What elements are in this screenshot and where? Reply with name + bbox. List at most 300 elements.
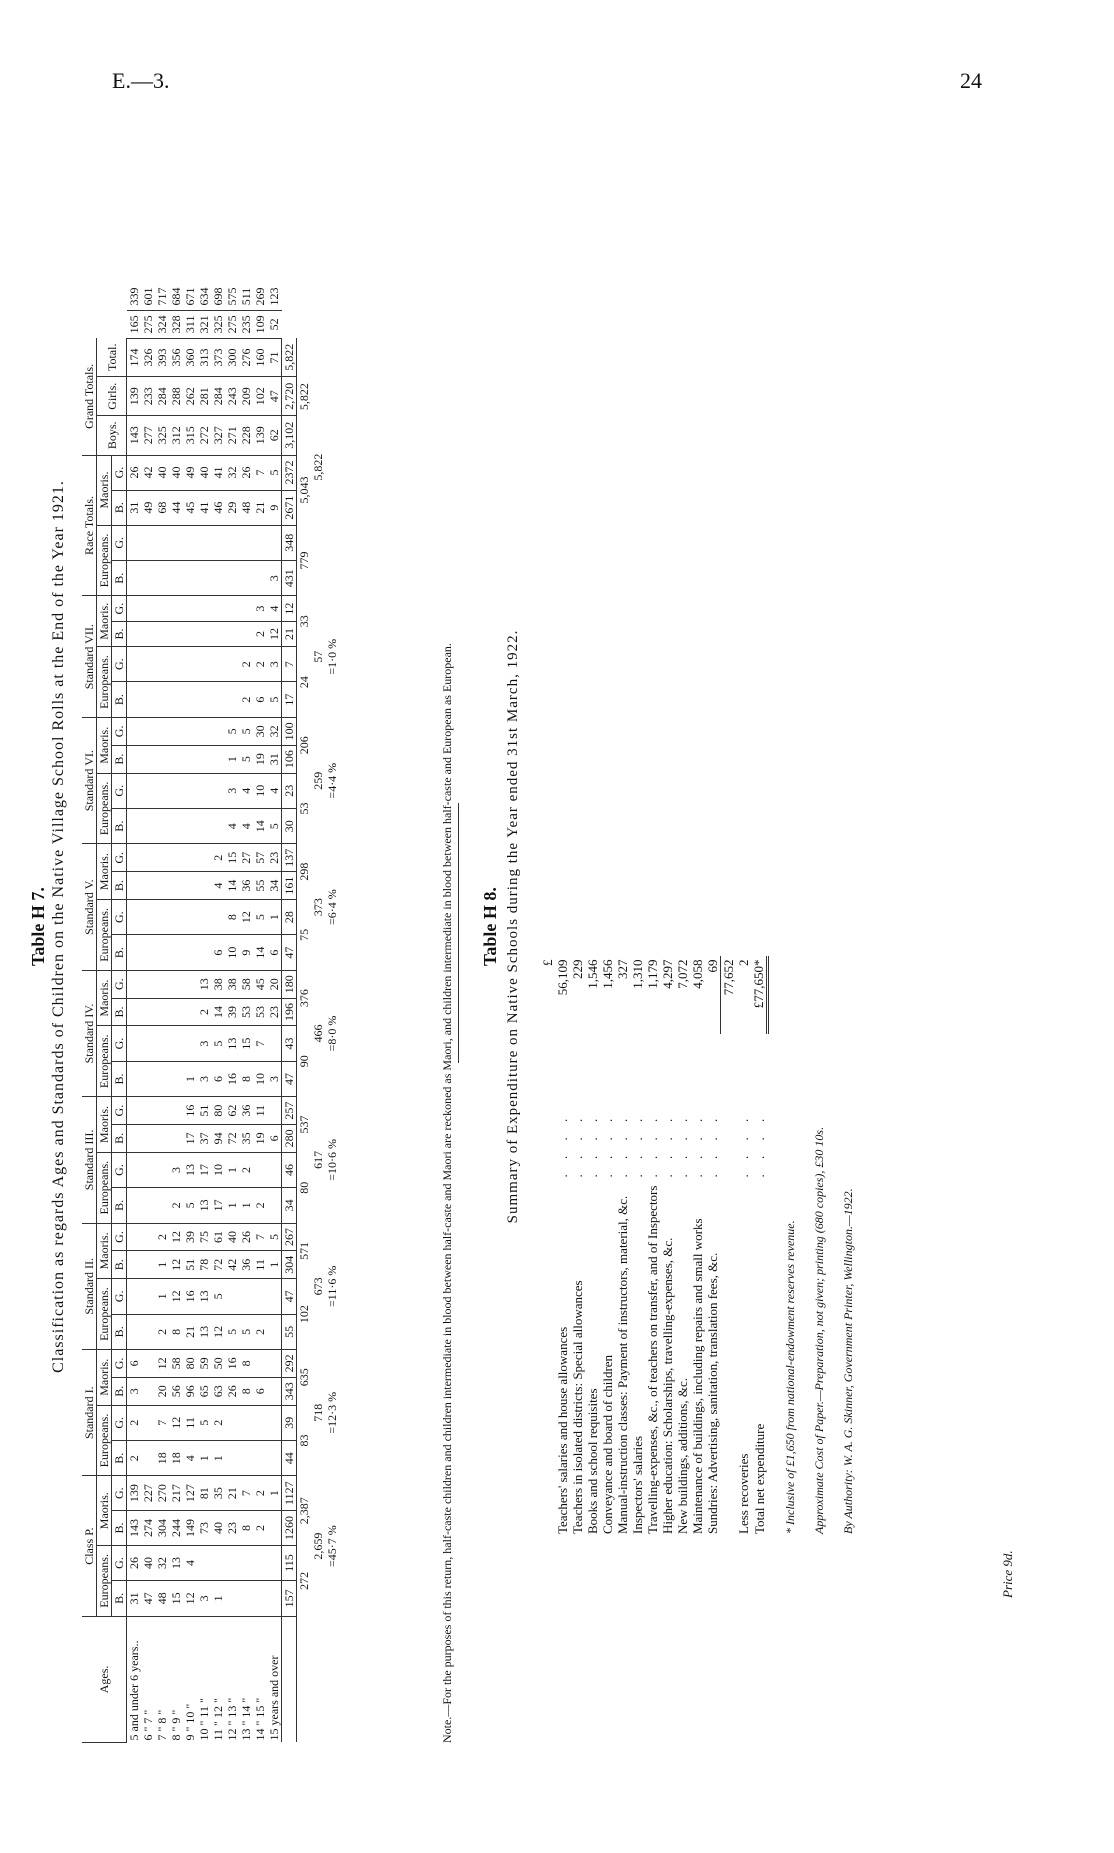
subtotal-row-cell: 2,387 — [297, 1497, 311, 1525]
value-cell: 139 — [127, 1476, 142, 1511]
value-cell: 62 — [225, 1097, 239, 1125]
value-cell: 270 — [155, 1476, 169, 1511]
expenditure-value: 69 — [705, 959, 720, 973]
value-cell — [183, 717, 197, 745]
value-cell — [225, 1279, 239, 1314]
value-cell: 68 — [155, 490, 169, 525]
value-cell: 271 — [225, 416, 239, 455]
total-cell: 431 — [282, 561, 297, 596]
value-cell: 39 — [225, 998, 239, 1026]
value-cell: 4 — [239, 773, 253, 808]
value-cell: 7 — [253, 455, 267, 490]
value-cell: 37 — [197, 1124, 211, 1152]
sex-header: G. — [112, 1405, 127, 1440]
value-cell: 5 — [253, 899, 267, 934]
value-cell: 2 — [253, 1314, 267, 1349]
percent-row-cell: =11·6 % — [325, 1265, 339, 1307]
value-cell: 14 — [211, 998, 225, 1026]
value-cell: 81 — [197, 1476, 211, 1511]
value-cell: 8 — [239, 1350, 253, 1378]
table-h7-subtitle: Classification as regards Ages and Standards of Children on the Native Village School Rolls at the End of the Year 1921. — [50, 480, 67, 1373]
expenditure-value: 4,297 — [660, 959, 675, 989]
total-cell: 34 — [282, 1188, 297, 1223]
value-cell — [141, 935, 155, 970]
value-cell — [155, 1026, 169, 1061]
leader-dots: . . . . — [736, 1112, 751, 1178]
value-cell: 80 — [211, 1097, 225, 1125]
value-cell — [155, 970, 169, 998]
value-cell: 6 — [211, 1061, 225, 1096]
value-cell: 61 — [211, 1223, 225, 1251]
sex-header: G. — [112, 1026, 127, 1061]
value-cell: 5 — [225, 1314, 239, 1349]
value-cell — [253, 1152, 267, 1187]
value-cell — [225, 621, 239, 646]
value-cell: 233 — [141, 377, 155, 416]
value-cell — [183, 745, 197, 773]
value-cell — [169, 717, 183, 745]
value-cell — [127, 844, 142, 872]
value-cell: 275 — [141, 310, 155, 338]
race-header: Maoris. — [97, 455, 112, 525]
subtotal-row-cell: 635 — [297, 1368, 311, 1387]
leader-dots: . . . . — [555, 1112, 570, 1178]
value-cell: 2 — [127, 1441, 142, 1476]
expenditure-value: 1,456 — [600, 959, 615, 989]
value-cell: 52 — [267, 310, 282, 338]
race-header: Europeans. — [97, 1026, 112, 1097]
value-cell: 300 — [225, 338, 239, 377]
value-cell: 227 — [141, 1476, 155, 1511]
subtotal-row-cell: 376 — [297, 989, 311, 1008]
value-cell: 1 — [197, 1441, 211, 1476]
value-cell: 36 — [239, 1097, 253, 1125]
expenditure-row — [630, 956, 645, 1538]
race-header: Maoris. — [97, 717, 112, 773]
race-header: Europeans. — [97, 1545, 112, 1616]
value-cell: 50 — [211, 1350, 225, 1378]
value-cell: 96 — [183, 1377, 197, 1405]
expenditure-value: 1,310 — [630, 959, 645, 989]
value-cell: 15 — [169, 1581, 183, 1617]
expenditure-table — [540, 956, 856, 1538]
value-cell — [267, 1314, 282, 1349]
value-cell: 6 — [253, 1377, 267, 1405]
value-cell: 284 — [155, 377, 169, 416]
race-header: Maoris. — [97, 1097, 112, 1153]
combined-row-cell: 617 — [311, 1150, 325, 1169]
value-cell: 2 — [253, 1188, 267, 1223]
value-cell — [155, 872, 169, 900]
expenditure-label: Teachers in isolated districts: Special allowances — [570, 1280, 585, 1534]
value-cell: 15 — [225, 844, 239, 872]
value-cell: 48 — [155, 1581, 169, 1617]
value-cell — [183, 561, 197, 596]
value-cell — [127, 1223, 142, 1251]
leader-dots: . . . . — [600, 1112, 615, 1178]
total-cell: 115 — [282, 1545, 297, 1580]
value-cell: 20 — [267, 970, 282, 998]
value-cell — [141, 1026, 155, 1061]
value-cell: 10 — [253, 1061, 267, 1096]
value-cell: 3 — [197, 1026, 211, 1061]
expenditure-label: Books and school requisites — [585, 1388, 600, 1534]
grand-header: Girls. — [97, 377, 127, 416]
expenditure-row — [675, 956, 690, 1538]
value-cell: 276 — [239, 338, 253, 377]
value-cell — [155, 1061, 169, 1096]
value-cell: 42 — [225, 1251, 239, 1279]
expenditure-row — [600, 956, 615, 1538]
total-cell: 39 — [282, 1405, 297, 1440]
race-header: Europeans. — [97, 1405, 112, 1476]
value-cell — [239, 525, 253, 560]
value-cell: 38 — [211, 970, 225, 998]
subtotal-row-cell: 53 — [297, 802, 311, 815]
value-cell: 14 — [253, 935, 267, 970]
value-cell: 32 — [155, 1545, 169, 1580]
document-code: E.—3. — [112, 68, 170, 93]
expenditure-label: Teachers' salaries and house allowances — [555, 1326, 570, 1534]
value-cell: 71 — [267, 338, 282, 377]
value-cell: 6 — [267, 1124, 282, 1152]
printing-cost-row — [798, 956, 827, 1538]
value-cell: 56 — [169, 1377, 183, 1405]
value-cell — [197, 596, 211, 621]
subtotal-row-cell: 5,043 — [297, 476, 311, 504]
subtotal-row-cell: 272 — [297, 1571, 311, 1590]
table-h8-subtitle: Summary of Expenditure on Native Schools during the Year ended 31st March, 1922. — [505, 629, 521, 1224]
value-cell: 34 — [267, 872, 282, 900]
value-cell: 26 — [127, 1545, 142, 1580]
value-cell — [141, 1314, 155, 1349]
value-cell: 2 — [211, 844, 225, 872]
combined-row-cell: 2,659 — [311, 1532, 325, 1560]
value-cell: 321 — [197, 310, 211, 338]
value-cell: 109 — [253, 310, 267, 338]
price: Price 9d. — [1000, 1550, 1015, 1598]
value-cell — [197, 647, 211, 682]
leader-dots: . . . . — [570, 1112, 585, 1178]
subtotal-row-cell: 90 — [297, 1055, 311, 1068]
value-cell: 1 — [239, 1188, 253, 1223]
value-cell: 49 — [183, 455, 197, 490]
leader-dots: . . . . — [630, 1112, 645, 1178]
value-cell: 511 — [239, 283, 253, 310]
sex-header: B. — [112, 935, 127, 970]
sex-header: B. — [112, 808, 127, 843]
age-cell: 15 years and over — [267, 1655, 281, 1741]
table-h7 — [82, 283, 339, 1743]
ages-header: Ages. — [82, 1616, 127, 1742]
value-cell: 3 — [225, 773, 239, 808]
value-cell: 2 — [155, 1223, 169, 1251]
value-cell: 373 — [211, 338, 225, 377]
value-cell: 139 — [127, 377, 142, 416]
value-cell — [267, 525, 282, 560]
value-cell: 20 — [155, 1377, 169, 1405]
value-cell — [183, 899, 197, 934]
value-cell — [155, 998, 169, 1026]
total-cell: 23 — [282, 773, 297, 808]
subtotal-row — [297, 283, 312, 1743]
sex-header: B. — [112, 1441, 127, 1476]
combined-row-cell: 57 — [311, 650, 325, 663]
value-cell: 2 — [127, 1405, 142, 1440]
table-row — [253, 283, 267, 1743]
value-cell: 12 — [169, 1279, 183, 1314]
value-cell — [267, 1441, 282, 1476]
group-header: Standard II. — [82, 1223, 97, 1349]
value-cell — [141, 1441, 155, 1476]
value-cell — [141, 1061, 155, 1096]
value-cell — [267, 1510, 282, 1545]
printing-cost: Approximate Cost of Paper.—Preparation, not given; printing (680 copies), £30 10s. — [812, 1126, 826, 1534]
value-cell: 165 — [127, 310, 142, 338]
value-cell: 339 — [127, 283, 142, 310]
value-cell: 304 — [155, 1510, 169, 1545]
value-cell — [211, 899, 225, 934]
total-cell: 1260 — [282, 1510, 297, 1545]
value-cell: 2 — [253, 1510, 267, 1545]
value-cell — [183, 844, 197, 872]
value-cell: 274 — [141, 1510, 155, 1545]
leader-dots: . . . . — [675, 1112, 690, 1178]
value-cell: 4 — [211, 872, 225, 900]
sex-header: G. — [112, 1097, 127, 1125]
age-cell: 5 and under 6 years.. — [127, 1640, 141, 1741]
value-cell: 5 — [183, 1188, 197, 1223]
sex-header: B. — [112, 872, 127, 900]
expenditure-value: 7,072 — [675, 959, 690, 989]
age-cell: 13 " 14 " — [239, 1697, 253, 1741]
value-cell — [169, 808, 183, 843]
value-cell: 123 — [267, 283, 282, 310]
value-cell — [141, 844, 155, 872]
group-header: Standard VI. — [82, 717, 97, 843]
expenditure-label: Travelling-expenses, &c., of teachers on transfer, and of Inspectors — [645, 1185, 660, 1534]
footnote: * Inclusive of £1,650 from national-endowment reserves revenue. — [783, 1220, 797, 1534]
value-cell — [197, 525, 211, 560]
subtotal-row — [721, 956, 737, 1538]
value-cell: 313 — [197, 338, 211, 377]
group-header: Standard I. — [82, 1350, 97, 1476]
value-cell: 51 — [183, 1251, 197, 1279]
value-cell — [169, 899, 183, 934]
value-cell: 12 — [169, 1251, 183, 1279]
total-cell: 292 — [282, 1350, 297, 1378]
value-cell: 217 — [169, 1476, 183, 1511]
value-cell: 326 — [141, 338, 155, 377]
sex-header: G. — [112, 596, 127, 621]
total-cell: 267 — [282, 1223, 297, 1251]
value-cell: 8 — [239, 1510, 253, 1545]
expenditure-value: 4,058 — [690, 959, 705, 989]
value-cell — [169, 935, 183, 970]
age-cell: 9 " 10 " — [183, 1703, 197, 1741]
value-cell — [127, 1097, 142, 1125]
value-cell — [127, 647, 142, 682]
value-cell: 269 — [253, 283, 267, 310]
value-cell — [141, 1188, 155, 1223]
value-cell — [183, 998, 197, 1026]
value-cell — [197, 561, 211, 596]
value-cell: 5 — [267, 808, 282, 843]
value-cell — [155, 935, 169, 970]
leader-dots: . . . . — [690, 1112, 705, 1178]
leader-dots — [721, 1034, 737, 1182]
value-cell: 2 — [253, 647, 267, 682]
value-cell — [169, 1097, 183, 1125]
value-cell: 62 — [267, 416, 282, 455]
combined-row-cell: 5,822 — [311, 453, 325, 481]
value-cell: 40 — [211, 1510, 225, 1545]
expenditure-label: Maintenance of buildings, including repairs and small works — [690, 1218, 705, 1534]
value-cell — [169, 647, 183, 682]
total-cell: 1127 — [282, 1476, 297, 1511]
value-cell: 2 — [239, 682, 253, 718]
value-cell: 235 — [239, 310, 253, 338]
combined-row-cell: 466 — [311, 1024, 325, 1043]
table-row — [155, 283, 169, 1743]
sex-header: G. — [112, 455, 127, 490]
value-cell: 1 — [267, 899, 282, 934]
table-h7-title: Table H 7. — [28, 887, 48, 966]
group-header: Standard III. — [82, 1097, 97, 1223]
value-cell: 5 — [267, 682, 282, 718]
value-cell: 601 — [141, 283, 155, 310]
subtotal-row-cell: 83 — [297, 1434, 311, 1447]
value-cell: 41 — [197, 490, 211, 525]
value-cell — [127, 717, 142, 745]
age-cell: 10 " 11 " — [197, 1698, 211, 1741]
value-cell: 12 — [211, 1314, 225, 1349]
age-cell: 11 " 12 " — [211, 1698, 225, 1741]
value-cell: 7 — [253, 1223, 267, 1251]
expenditure-label: Sundries: Advertising, sanitation, translation fees, &c. — [705, 1252, 721, 1534]
combined-row — [311, 283, 325, 1743]
value-cell: 634 — [197, 283, 211, 310]
value-cell: 4 — [183, 1441, 197, 1476]
value-cell: 31 — [267, 745, 282, 773]
value-cell: 45 — [253, 970, 267, 998]
value-cell — [155, 1124, 169, 1152]
value-cell — [225, 561, 239, 596]
value-cell — [197, 1545, 211, 1580]
value-cell: 13 — [225, 1026, 239, 1061]
value-cell: 356 — [169, 338, 183, 377]
value-cell: 262 — [183, 377, 197, 416]
value-cell: 5 — [239, 745, 253, 773]
value-cell: 35 — [211, 1476, 225, 1511]
value-cell: 45 — [183, 490, 197, 525]
value-cell: 174 — [127, 338, 142, 377]
value-cell: 18 — [169, 1441, 183, 1476]
race-header: Europeans. — [97, 525, 112, 596]
sex-header: G. — [112, 844, 127, 872]
value-cell: 7 — [239, 1476, 253, 1511]
expenditure-value: 1,546 — [585, 959, 600, 989]
value-cell — [169, 682, 183, 718]
table-row — [225, 283, 239, 1743]
percent-row-cell: =10·6 % — [325, 1139, 339, 1181]
value-cell: 8 — [239, 1377, 253, 1405]
value-cell — [225, 596, 239, 621]
value-cell: 17 — [197, 1152, 211, 1187]
value-cell — [197, 844, 211, 872]
authority-line: By Authority: W. A. G. Skinner, Government Printer, Wellington.—1922. — [841, 1188, 855, 1534]
sex-header: B. — [112, 621, 127, 646]
value-cell — [127, 1314, 142, 1349]
leader-dots: . . . . — [705, 1112, 721, 1178]
value-cell: 44 — [169, 490, 183, 525]
value-cell: 4 — [267, 596, 282, 621]
total-net-value: £77,650* — [751, 956, 768, 1034]
value-cell — [225, 1545, 239, 1580]
value-cell — [141, 1097, 155, 1125]
age-cell — [297, 1616, 312, 1742]
table-h8-title: Table H 8. — [480, 887, 500, 966]
age-cell: 14 " 15 " — [253, 1697, 267, 1741]
total-cell: 5,822 — [282, 338, 297, 377]
total-cell: 17 — [282, 682, 297, 718]
value-cell — [155, 717, 169, 745]
sex-header: G. — [112, 773, 127, 808]
total-cell: 180 — [282, 970, 297, 998]
value-cell: 272 — [197, 416, 211, 455]
sex-header: B. — [112, 1314, 127, 1349]
value-cell — [183, 808, 197, 843]
leader-dots: . . . . — [751, 1112, 767, 1178]
value-cell — [239, 561, 253, 596]
value-cell — [141, 773, 155, 808]
value-cell: 149 — [183, 1510, 197, 1545]
value-cell: 5 — [197, 1405, 211, 1440]
percent-row-cell: =45·7 % — [325, 1525, 339, 1567]
value-cell: 12 — [169, 1223, 183, 1251]
value-cell — [267, 1026, 282, 1061]
value-cell: 23 — [267, 844, 282, 872]
value-cell — [169, 621, 183, 646]
total-cell: 257 — [282, 1097, 297, 1125]
value-cell — [155, 1097, 169, 1125]
value-cell — [155, 525, 169, 560]
value-cell: 3 — [197, 1061, 211, 1096]
value-cell: 2 — [253, 621, 267, 646]
value-cell — [141, 1251, 155, 1279]
value-cell: 63 — [211, 1377, 225, 1405]
value-cell — [127, 745, 142, 773]
value-cell: 35 — [239, 1124, 253, 1152]
value-cell: 16 — [183, 1097, 197, 1125]
total-net-row — [751, 956, 768, 1538]
value-cell: 13 — [183, 1152, 197, 1187]
value-cell — [127, 899, 142, 934]
value-cell: 277 — [141, 416, 155, 455]
value-cell — [225, 1441, 239, 1476]
value-cell: 16 — [183, 1279, 197, 1314]
value-cell: 243 — [225, 377, 239, 416]
value-cell — [127, 808, 142, 843]
value-cell — [253, 1581, 267, 1617]
value-cell: 5 — [267, 455, 282, 490]
expenditure-label: Inspectors' salaries — [630, 1435, 645, 1534]
value-cell — [169, 1124, 183, 1152]
value-cell: 3 — [253, 596, 267, 621]
total-cell: 47 — [282, 1279, 297, 1314]
total-cell: 343 — [282, 1377, 297, 1405]
expenditure-row — [645, 956, 660, 1538]
